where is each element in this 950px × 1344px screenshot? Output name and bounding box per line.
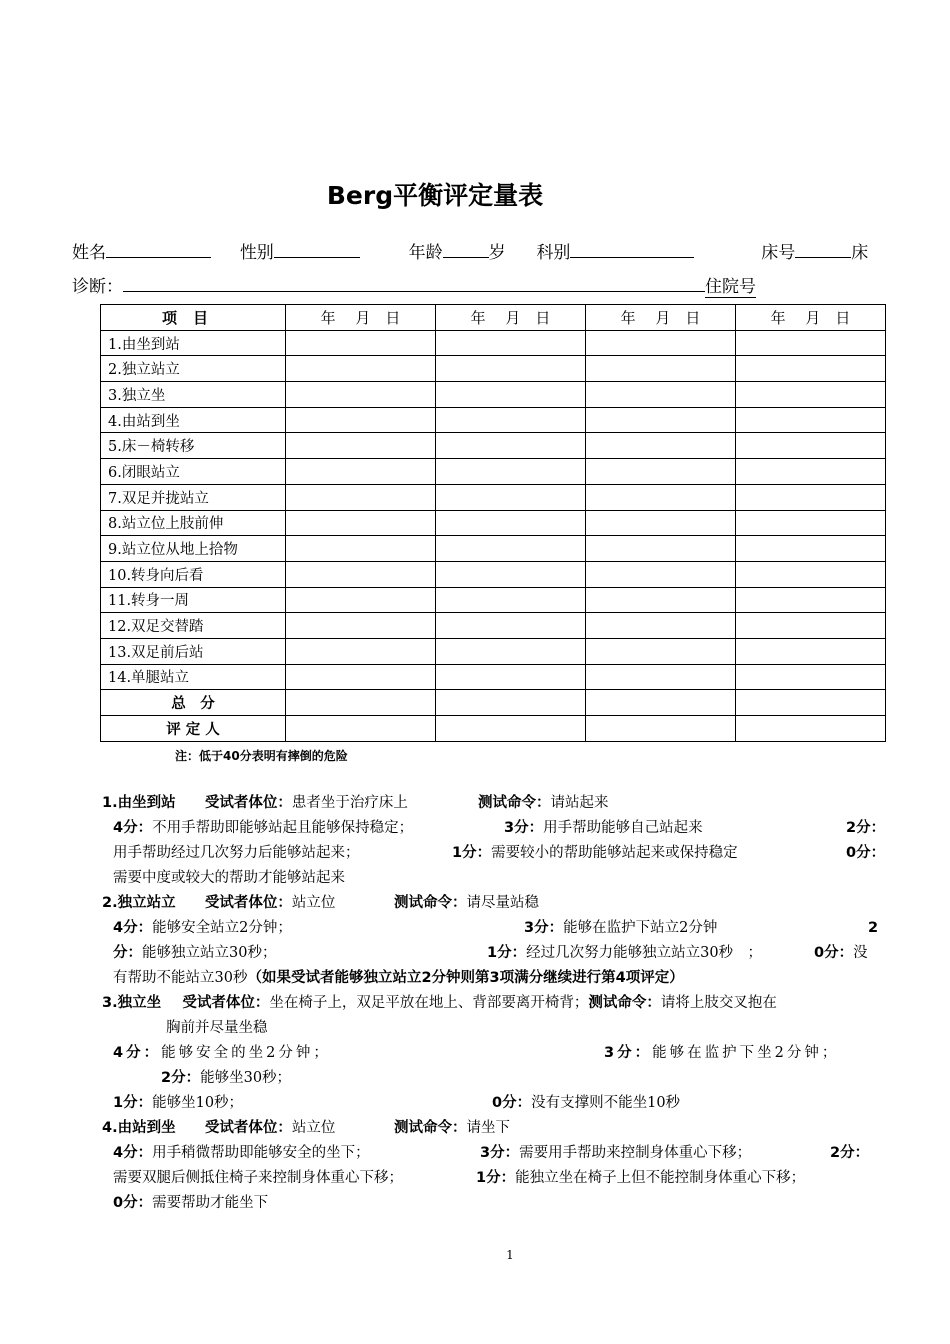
table-header-row xyxy=(101,305,886,331)
score-2-label: 2分： xyxy=(830,1145,870,1161)
score-cell[interactable] xyxy=(736,561,886,587)
score-2-number: 2 xyxy=(868,920,879,936)
score-cell[interactable] xyxy=(286,382,436,408)
score-cell[interactable] xyxy=(736,459,886,485)
fall-risk-note: 注：低于40分表明有摔倒的危险 xyxy=(175,749,348,763)
date-header-4[interactable]: 年 月 日 xyxy=(736,305,886,331)
score-cell[interactable] xyxy=(586,716,736,742)
score-0-label: 0分： xyxy=(113,1195,153,1211)
score-cell[interactable] xyxy=(586,407,736,433)
score-cell[interactable] xyxy=(436,613,586,639)
item-label: 14.单腿站立 xyxy=(101,664,286,690)
score-1-text: 需要较小的帮助能够站起来或保持稳定 xyxy=(491,845,738,861)
score-4-text: 能够安全的坐2分钟； xyxy=(161,1045,331,1061)
item-header: 项目 xyxy=(101,305,286,331)
score-0-label: 0分： xyxy=(814,945,854,961)
item-label: 10.转身向后看 xyxy=(101,561,286,587)
score-0-text: 没有支撑则不能坐10秒 xyxy=(531,1095,681,1111)
command-text: 请站起来 xyxy=(550,795,609,811)
score-cell[interactable] xyxy=(436,433,586,459)
score-1-label: 1分： xyxy=(476,1170,516,1186)
diagnosis-row xyxy=(72,272,872,298)
command-label: 测试命令： xyxy=(394,1120,467,1136)
score-cell[interactable] xyxy=(286,716,436,742)
total-label: 总 分 xyxy=(101,690,286,716)
table-row xyxy=(101,407,886,433)
score-cell[interactable] xyxy=(736,433,886,459)
table-row xyxy=(101,561,886,587)
score-cell[interactable] xyxy=(286,690,436,716)
score-3-label: 3分： xyxy=(524,920,564,936)
bed-unit: 床 xyxy=(851,243,869,263)
score-cell[interactable] xyxy=(436,587,586,613)
table-row xyxy=(101,459,886,485)
score-cell[interactable] xyxy=(736,587,886,613)
command-text: 请坐下 xyxy=(466,1120,510,1136)
table-row xyxy=(101,382,886,408)
score-cell[interactable] xyxy=(286,433,436,459)
admission-label: 住院号 xyxy=(705,272,756,298)
section-extra-note: （如果受试者能够独立站立2分钟则第3项满分继续进行第4项评定） xyxy=(247,970,684,986)
score-cell[interactable] xyxy=(286,587,436,613)
item-label: 2.独立站立 xyxy=(101,356,286,382)
score-cell[interactable] xyxy=(436,484,586,510)
command-label: 测试命令： xyxy=(588,995,661,1011)
name-label: 姓名 xyxy=(72,243,106,263)
score-cell[interactable] xyxy=(736,716,886,742)
score-3-label: 3分： xyxy=(480,1145,520,1161)
score-0-text: 有帮助不能站立30秒 xyxy=(113,970,248,986)
diagnosis-label: 诊断： xyxy=(72,277,123,297)
patient-info-row xyxy=(72,238,872,263)
score-cell[interactable] xyxy=(586,330,736,356)
score-cell[interactable] xyxy=(586,484,736,510)
item-label: 13.双足前后站 xyxy=(101,638,286,664)
score-2-text: 需要双腿后侧抵住椅子来控制身体重心下移； xyxy=(113,1170,403,1186)
score-4-text: 能够安全站立2分钟； xyxy=(152,920,292,936)
score-4-label: 4分： xyxy=(113,1145,153,1161)
score-cell[interactable] xyxy=(286,536,436,562)
score-cell[interactable] xyxy=(736,356,886,382)
department-field[interactable] xyxy=(570,238,694,258)
score-cell[interactable] xyxy=(586,356,736,382)
table-row xyxy=(101,536,886,562)
score-1-label: 1分： xyxy=(452,845,492,861)
score-4-label: 4分： xyxy=(113,920,153,936)
table-row xyxy=(101,484,886,510)
score-cell[interactable] xyxy=(286,356,436,382)
score-cell[interactable] xyxy=(436,716,586,742)
score-cell[interactable] xyxy=(436,382,586,408)
score-2-text: 用手帮助经过几次努力后能够站起来； xyxy=(113,845,360,861)
score-3-text: 能够在监护下站立2分钟 xyxy=(563,920,718,936)
score-3-text: 能够在监护下坐2分钟； xyxy=(652,1045,840,1061)
item-label: 4.由站到坐 xyxy=(101,407,286,433)
gender-label: 性别 xyxy=(239,243,274,263)
score-cell[interactable] xyxy=(436,407,586,433)
score-2-label: 2分： xyxy=(846,820,886,836)
item-label: 3.独立坐 xyxy=(101,382,286,408)
department-label: 科别 xyxy=(536,243,571,263)
table-row xyxy=(101,638,886,664)
section-sit-to-stand xyxy=(102,791,892,891)
score-cell[interactable] xyxy=(586,536,736,562)
section-title: 1.由坐到站 xyxy=(102,795,176,811)
page-number: 1 xyxy=(506,1248,514,1262)
score-1-text: 经过几次努力能够独立站立30秒 ； xyxy=(526,945,763,961)
score-cell[interactable] xyxy=(586,433,736,459)
score-cell[interactable] xyxy=(436,510,586,536)
score-cell[interactable] xyxy=(436,330,586,356)
item-label: 5.床－椅转移 xyxy=(101,433,286,459)
score-1-text: 能独立坐在椅子上但不能控制身体重心下移； xyxy=(515,1170,806,1186)
bed-label: 床号 xyxy=(761,243,796,263)
score-cell[interactable] xyxy=(736,613,886,639)
score-cell[interactable] xyxy=(736,382,886,408)
score-3-text: 需要用手帮助来控制身体重心下移； xyxy=(519,1145,752,1161)
score-cell[interactable] xyxy=(286,407,436,433)
score-4-label: 4分： xyxy=(113,1045,162,1061)
score-cell[interactable] xyxy=(586,382,736,408)
score-4-text: 不用手帮助即能够站起且能够保持稳定； xyxy=(152,820,414,836)
age-field[interactable] xyxy=(443,238,489,258)
table-row xyxy=(101,433,886,459)
date-header-3[interactable]: 年 月 日 xyxy=(586,305,736,331)
score-0-label: 0分： xyxy=(846,845,886,861)
position-label: 受试者体位： xyxy=(204,895,292,911)
document-title: Berg平衡评定量表 xyxy=(326,181,544,210)
score-4-text: 用手稍微帮助即能够安全的坐下； xyxy=(152,1145,370,1161)
name-field[interactable] xyxy=(106,238,211,258)
section-title: 2.独立站立 xyxy=(102,895,176,911)
rater-label: 评 定 人 xyxy=(101,716,286,742)
position-label: 受试者体位： xyxy=(204,1120,292,1136)
score-cell[interactable] xyxy=(286,638,436,664)
score-cell[interactable] xyxy=(586,561,736,587)
score-cell[interactable] xyxy=(436,356,586,382)
item-label: 12.双足交替踏 xyxy=(101,613,286,639)
position-text: 患者坐于治疗床上 xyxy=(291,795,408,811)
age-unit: 岁 xyxy=(488,243,506,263)
date-header-2[interactable]: 年 月 日 xyxy=(436,305,586,331)
command-label: 测试命令： xyxy=(394,895,467,911)
section-sitting-unsupported xyxy=(102,991,892,1116)
position-label: 受试者体位： xyxy=(204,795,292,811)
score-cell[interactable] xyxy=(286,613,436,639)
diagnosis-field[interactable] xyxy=(123,272,705,292)
score-cell[interactable] xyxy=(736,664,886,690)
score-cell[interactable] xyxy=(586,638,736,664)
score-cell[interactable] xyxy=(436,664,586,690)
position-text: 站立位 xyxy=(291,895,336,911)
score-cell[interactable] xyxy=(586,613,736,639)
command-text-cont: 胸前并尽量坐稳 xyxy=(166,1020,268,1036)
table-row xyxy=(101,330,886,356)
score-0-text: 需要帮助才能坐下 xyxy=(152,1195,269,1211)
score-cell[interactable] xyxy=(286,330,436,356)
score-table xyxy=(100,304,886,742)
age-label: 年龄 xyxy=(408,243,443,263)
score-cell[interactable] xyxy=(436,561,586,587)
score-3-label: 3分： xyxy=(504,820,544,836)
score-cell[interactable] xyxy=(436,690,586,716)
table-row xyxy=(101,613,886,639)
item-label: 11.转身一周 xyxy=(101,587,286,613)
score-4-label: 4分： xyxy=(113,820,153,836)
command-text: 请尽量站稳 xyxy=(466,895,539,911)
score-cell[interactable] xyxy=(586,459,736,485)
item-label: 7.双足并拢站立 xyxy=(101,484,286,510)
table-row xyxy=(101,716,886,742)
score-cell[interactable] xyxy=(586,690,736,716)
item-label: 6.闭眼站立 xyxy=(101,459,286,485)
position-label: 受试者体位： xyxy=(182,995,270,1011)
score-1-label: 1分： xyxy=(113,1095,153,1111)
score-cell[interactable] xyxy=(586,510,736,536)
score-cell[interactable] xyxy=(286,561,436,587)
score-cell[interactable] xyxy=(586,664,736,690)
score-2-text: 能够独立站立30秒； xyxy=(142,945,277,961)
position-text: 坐在椅子上，双足平放在地上、背部要离开椅背； xyxy=(269,995,589,1011)
score-3-label: 3分： xyxy=(604,1045,653,1061)
score-cell[interactable] xyxy=(586,587,736,613)
score-3-text: 用手帮助能够自己站起来 xyxy=(543,820,703,836)
score-cell[interactable] xyxy=(436,536,586,562)
section-title: 4.由站到坐 xyxy=(102,1120,176,1136)
score-cell[interactable] xyxy=(286,510,436,536)
score-cell[interactable] xyxy=(736,690,886,716)
score-cell[interactable] xyxy=(286,664,436,690)
section-standing-unsupported xyxy=(102,891,892,991)
score-cell[interactable] xyxy=(736,536,886,562)
score-2-label: 2分： xyxy=(161,1070,201,1086)
score-1-text: 能够坐10秒； xyxy=(152,1095,244,1111)
score-2-text: 能够坐30秒； xyxy=(200,1070,292,1086)
score-1-label: 1分： xyxy=(487,945,527,961)
item-label: 1.由坐到站 xyxy=(101,330,286,356)
table-row xyxy=(101,587,886,613)
table-row xyxy=(101,664,886,690)
score-cell[interactable] xyxy=(436,638,586,664)
score-0-text: 需要中度或较大的帮助才能够站起来 xyxy=(113,870,345,886)
item-label: 9.站立位从地上拾物 xyxy=(101,536,286,562)
command-text: 请将上肢交叉抱在 xyxy=(660,995,777,1011)
score-cell[interactable] xyxy=(736,330,886,356)
score-cell[interactable] xyxy=(736,510,886,536)
item-label: 8.站立位上肢前伸 xyxy=(101,510,286,536)
score-cell[interactable] xyxy=(736,407,886,433)
score-cell[interactable] xyxy=(736,484,886,510)
section-stand-to-sit xyxy=(102,1116,892,1216)
score-cell[interactable] xyxy=(436,459,586,485)
gender-field[interactable] xyxy=(274,238,360,258)
table-row xyxy=(101,510,886,536)
score-0-label: 0分： xyxy=(492,1095,532,1111)
position-text: 站立位 xyxy=(291,1120,336,1136)
table-row xyxy=(101,690,886,716)
section-title: 3.独立坐 xyxy=(102,995,162,1011)
bed-field[interactable] xyxy=(795,238,851,258)
score-0-text-start: 没 xyxy=(853,945,868,961)
score-cell[interactable] xyxy=(736,638,886,664)
score-cell[interactable] xyxy=(286,459,436,485)
table-row xyxy=(101,356,886,382)
command-label: 测试命令： xyxy=(478,795,551,811)
score-2-label: 分： xyxy=(113,945,142,961)
date-header-1[interactable]: 年 月 日 xyxy=(286,305,436,331)
score-cell[interactable] xyxy=(286,484,436,510)
